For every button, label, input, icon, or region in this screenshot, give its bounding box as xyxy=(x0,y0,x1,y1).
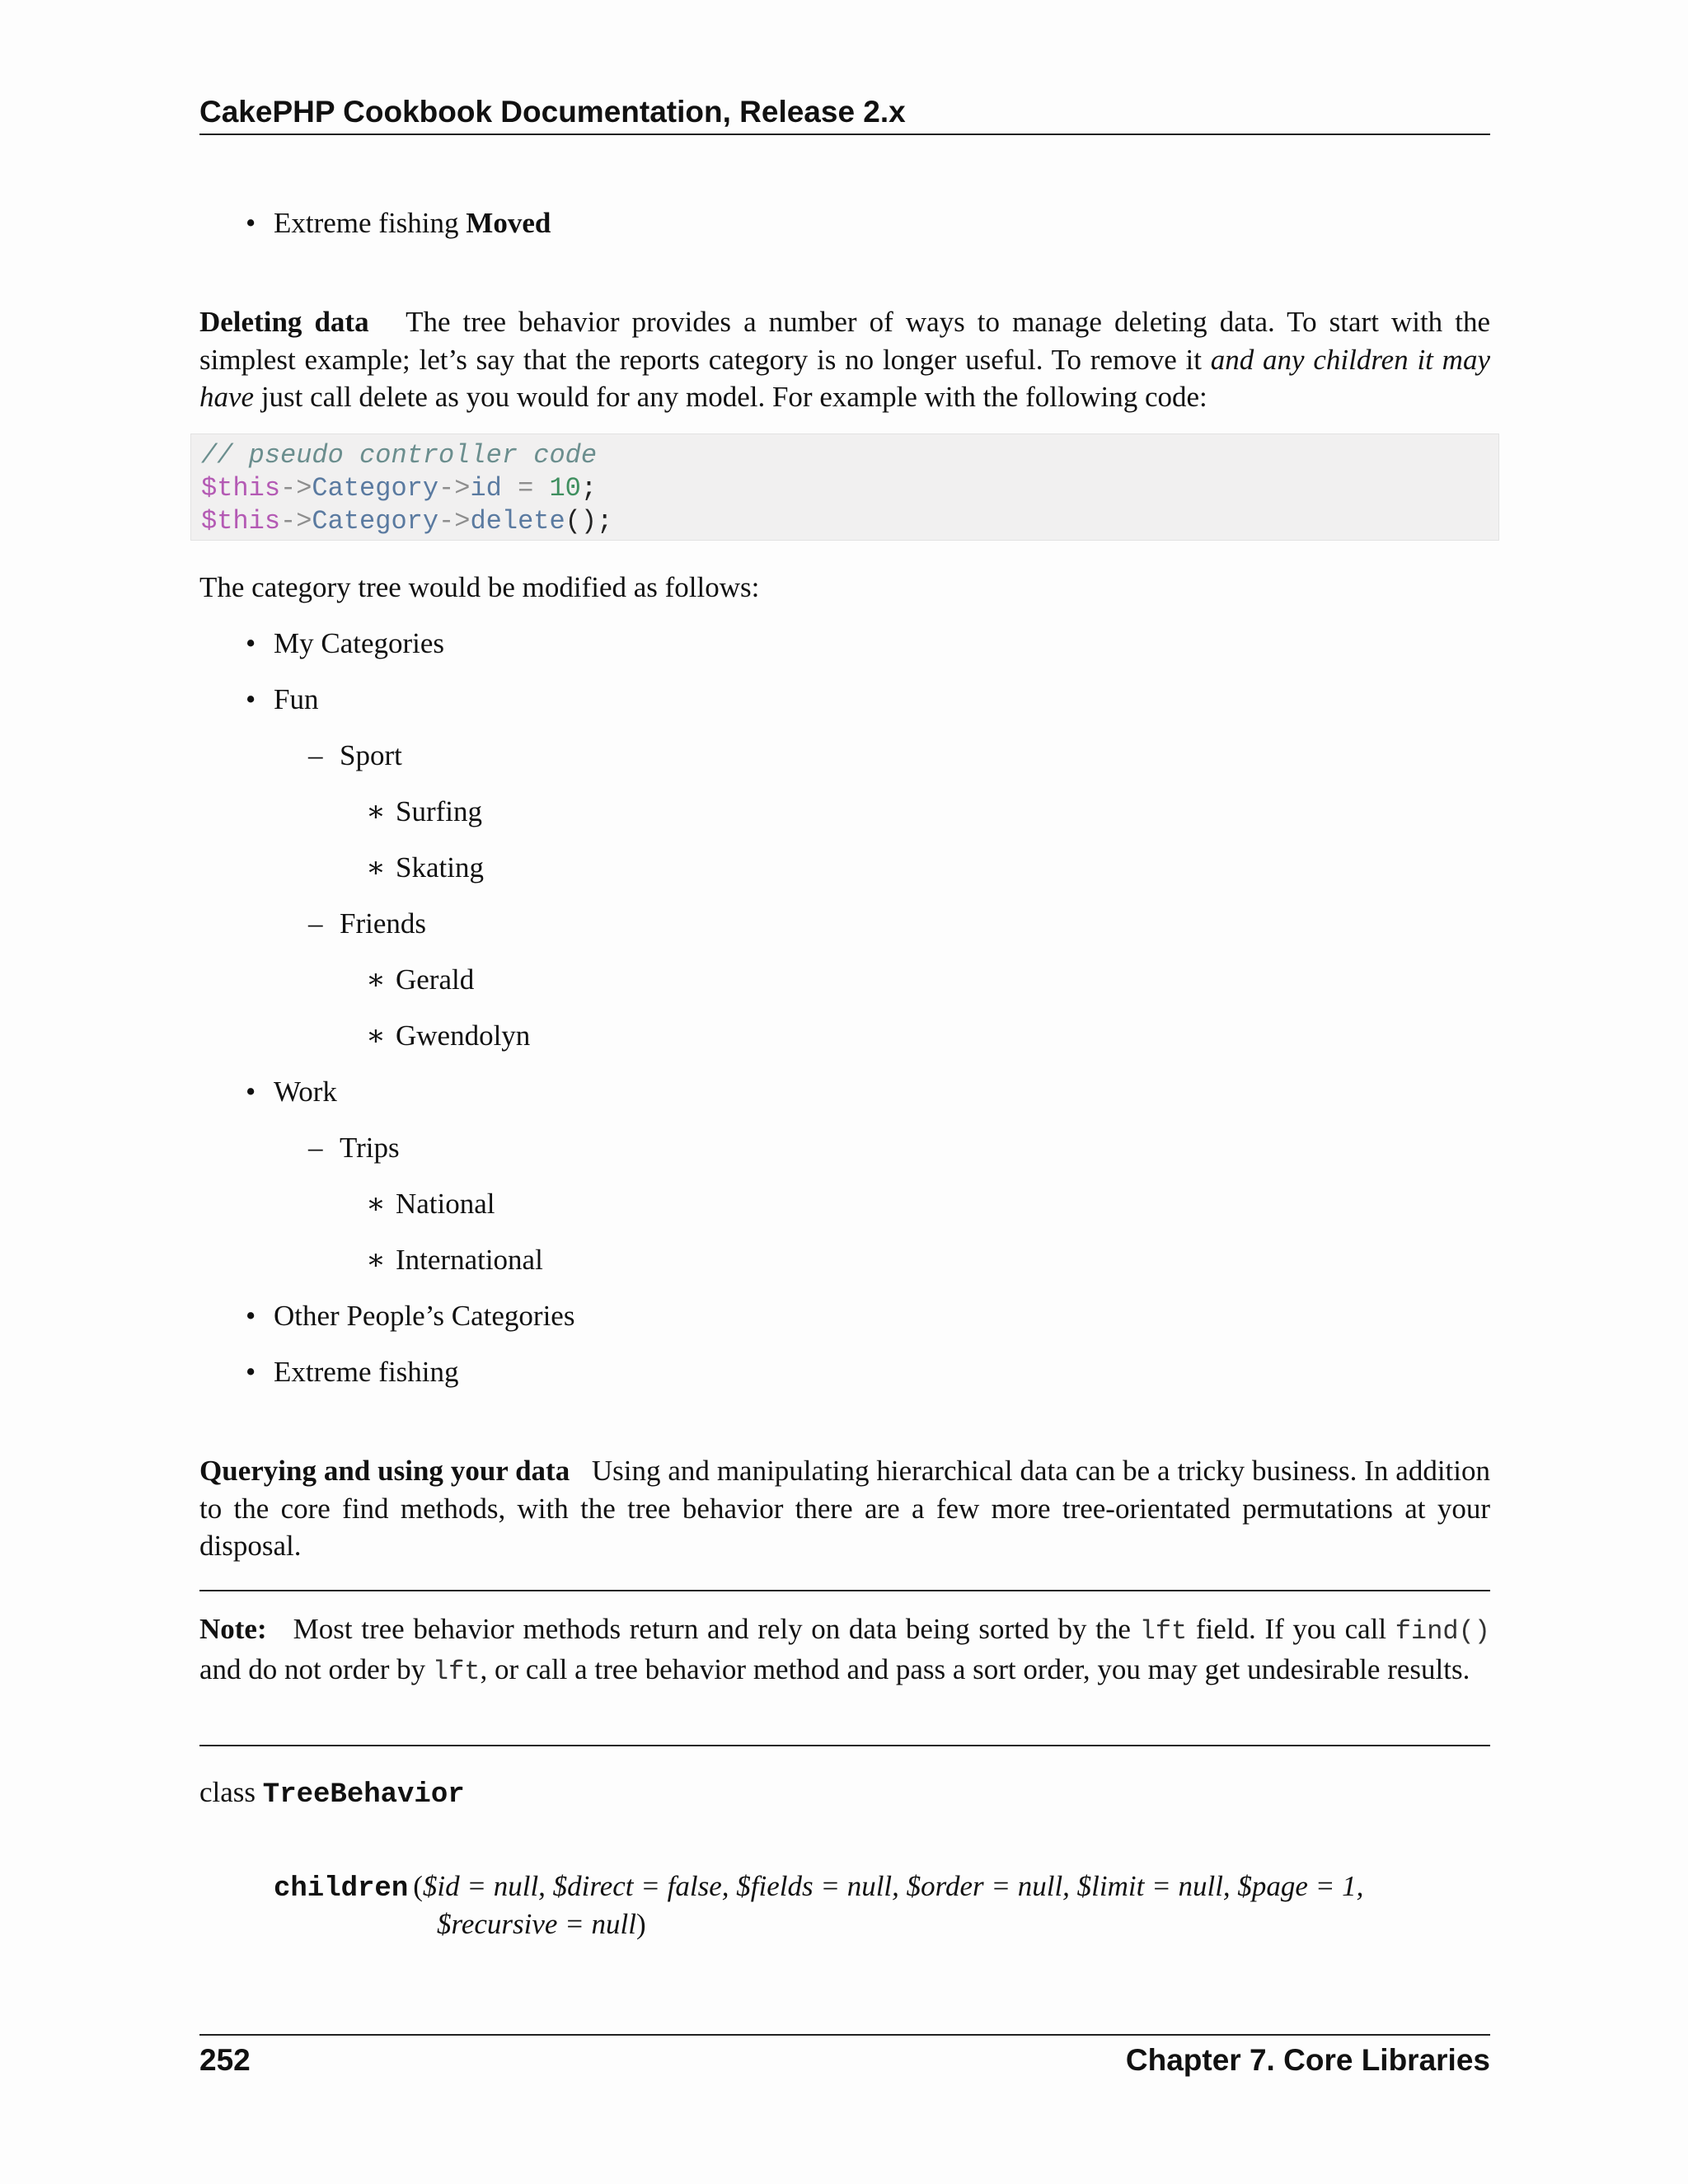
note-text-2: field. If you call xyxy=(1187,1613,1395,1645)
code-arrow: -> xyxy=(438,473,471,504)
dash-icon: – xyxy=(308,907,323,940)
list-item: International xyxy=(396,1244,543,1276)
bullet-icon: • xyxy=(246,207,256,239)
list-item: Gwendolyn xyxy=(396,1019,531,1052)
asterisk-icon: ∗ xyxy=(366,1188,386,1220)
list-item-text: Extreme fishing xyxy=(274,207,459,239)
code-line-2 xyxy=(201,472,1489,505)
code-block xyxy=(190,434,1499,541)
deleting-paragraph xyxy=(199,303,1490,416)
note-label: Note: xyxy=(199,1613,267,1645)
running-header: CakePHP Cookbook Documentation, Release 2.x xyxy=(199,92,1490,135)
deleting-heading: Deleting data xyxy=(199,306,369,338)
note-code-find: find() xyxy=(1395,1616,1490,1647)
method-params-line-2: $recursive = null xyxy=(437,1908,636,1940)
page-footer xyxy=(199,2034,1490,2080)
page-number: 252 xyxy=(199,2043,251,2077)
list-item xyxy=(274,204,551,241)
bullet-icon: • xyxy=(246,1300,256,1332)
code-var: $this xyxy=(201,506,281,537)
method-close-paren: ) xyxy=(636,1908,646,1940)
code-line-1 xyxy=(201,439,1489,472)
bullet-icon: • xyxy=(246,1076,256,1108)
list-item: Extreme fishing xyxy=(274,1356,459,1388)
list-item: National xyxy=(396,1188,495,1220)
code-prop: id xyxy=(470,473,502,504)
deleting-emphasis: and any children it may have xyxy=(199,343,1490,413)
list-item: Gerald xyxy=(396,963,475,996)
class-declaration xyxy=(199,1774,465,1814)
chapter-title: Chapter 7. Core Libraries xyxy=(1125,2043,1490,2077)
note-code-lft: lft xyxy=(1139,1616,1188,1647)
list-item: Fun xyxy=(274,683,319,715)
asterisk-icon: ∗ xyxy=(366,795,386,827)
dash-icon: – xyxy=(308,739,323,771)
asterisk-icon: ∗ xyxy=(366,851,386,883)
code-eq: = xyxy=(501,473,550,504)
note-bottom-rule xyxy=(199,1745,1490,1746)
bullet-icon: • xyxy=(246,683,256,715)
bullet-icon: • xyxy=(246,1356,256,1388)
querying-text: Using and manipulating hierarchical data can be a tricky business. In addition to the core find methods, with the tree behavior there are a few more tree-orientated permutations at your disposal. xyxy=(199,1455,1490,1562)
code-method: delete xyxy=(470,506,565,537)
asterisk-icon: ∗ xyxy=(366,963,386,996)
code-model: Category xyxy=(312,506,439,537)
method-open-paren: ( xyxy=(413,1870,423,1902)
method-name: children xyxy=(274,1873,409,1905)
note-text-4: , or call a tree behavior method and pass a sort order, you may get undesirable results. xyxy=(480,1652,1470,1685)
list-item: Trips xyxy=(340,1132,400,1164)
code-arrow: -> xyxy=(438,506,471,537)
list-item: Other People’s Categories xyxy=(274,1300,575,1332)
code-punct: (); xyxy=(565,506,613,537)
querying-heading: Querying and using your data xyxy=(199,1455,570,1487)
code-comment: // pseudo controller code xyxy=(201,440,598,471)
dash-icon: – xyxy=(308,1132,323,1164)
list-item: My Categories xyxy=(274,627,445,659)
list-item: Work xyxy=(274,1076,337,1108)
code-var: $this xyxy=(201,473,281,504)
list-item: Friends xyxy=(340,907,426,940)
querying-paragraph xyxy=(199,1452,1490,1565)
note-text-3: and do not order by xyxy=(199,1652,433,1685)
deleting-text-1: The tree behavior provides a number of ways to manage deleting data. To start with the simplest example; let’s say that the reports category is no longer useful. To remove it xyxy=(199,306,1490,376)
class-name: TreeBehavior xyxy=(262,1779,465,1811)
asterisk-icon: ∗ xyxy=(366,1019,386,1052)
note xyxy=(199,1610,1490,1690)
note-code-lft-2: lft xyxy=(432,1656,481,1687)
code-arrow: -> xyxy=(280,473,312,504)
code-arrow: -> xyxy=(280,506,312,537)
moved-label: Moved xyxy=(466,207,551,239)
list-item: Skating xyxy=(396,851,484,883)
list-item: Surfing xyxy=(396,795,482,827)
method-params-line-1: $id = null, $direct = false, $fields = null, $order = null, $limit = null, $page = 1, xyxy=(422,1870,1364,1902)
code-number: 10 xyxy=(549,473,581,504)
code-model: Category xyxy=(312,473,439,504)
note-top-rule xyxy=(199,1590,1490,1591)
method-signature xyxy=(274,1868,1363,1908)
code-line-3 xyxy=(201,505,1489,538)
tree-intro: The category tree would be modified as follows: xyxy=(199,571,760,603)
asterisk-icon: ∗ xyxy=(366,1244,386,1276)
class-keyword: class xyxy=(199,1776,256,1808)
note-text-1: Most tree behavior methods return and rely on data being sorted by the xyxy=(293,1613,1140,1645)
method-signature-cont xyxy=(437,1905,646,1943)
deleting-text-2: just call delete as you would for any model. For example with the following code: xyxy=(254,381,1207,413)
code-punct: ; xyxy=(580,473,598,504)
bullet-icon: • xyxy=(246,627,256,659)
list-item: Sport xyxy=(340,739,402,771)
